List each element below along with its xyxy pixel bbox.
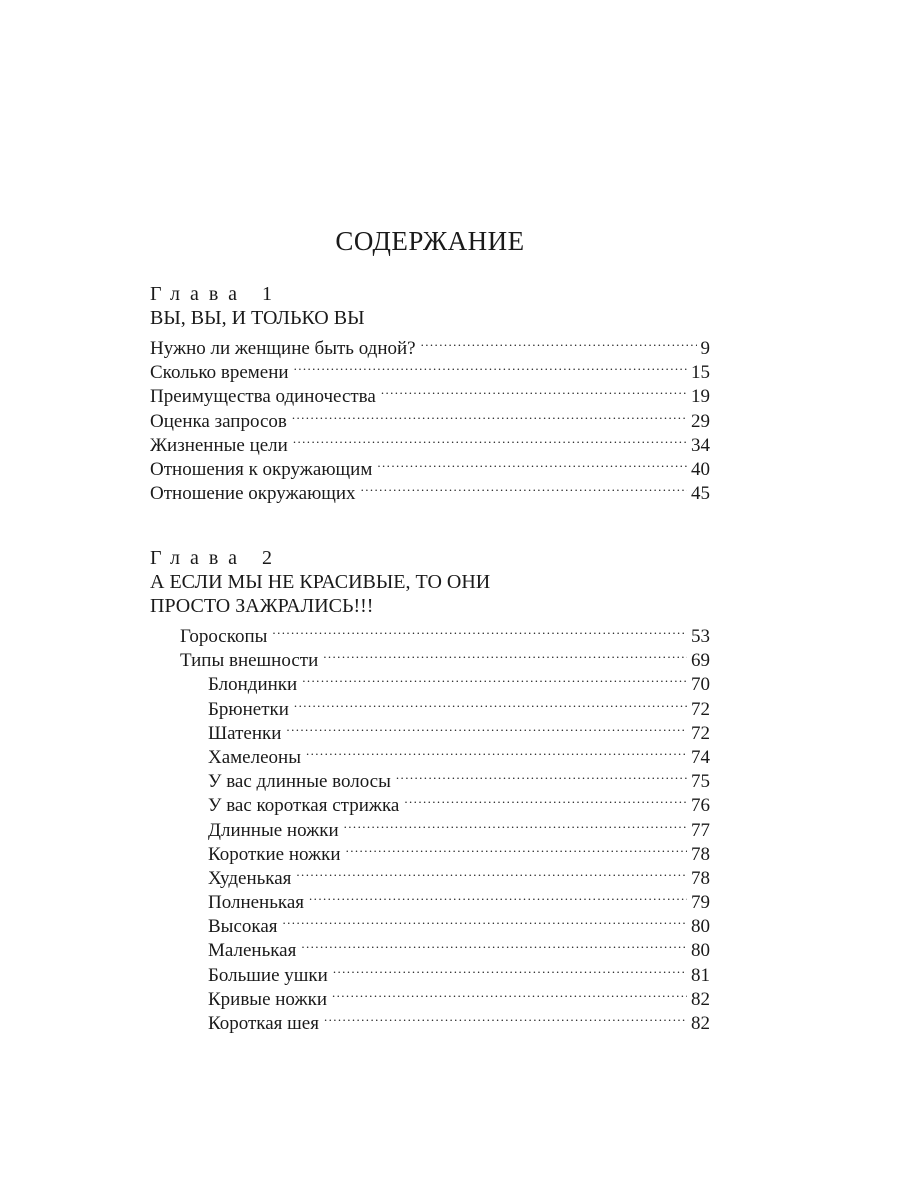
toc-entry-page: 70	[691, 674, 710, 696]
dot-leader	[396, 763, 687, 787]
page-title: СОДЕРЖАНИЕ	[335, 226, 525, 256]
toc-entry-page: 74	[691, 746, 710, 768]
dot-leader	[283, 908, 688, 932]
toc-entry-text: Гороскопы	[180, 626, 268, 647]
toc-entry-page: 40	[691, 458, 710, 480]
chapter-title: А ЕСЛИ МЫ НЕ КРАСИВЫЕ, ТО ОНИ	[150, 571, 491, 593]
toc-entry-page: 78	[691, 867, 710, 889]
toc-entry-page: 45	[691, 483, 710, 505]
toc-entry-text: Отношение окружающих	[150, 483, 356, 505]
dot-leader	[324, 1005, 687, 1029]
chapter-title: ВЫ, ВЫ, И ТОЛЬКО ВЫ	[150, 307, 365, 329]
toc-entry-text: Нужно ли женщине быть одной?	[150, 338, 416, 359]
toc-entry-text: Короткая шея	[208, 1013, 319, 1034]
toc-entry-text: У вас короткая стрижка	[208, 795, 400, 817]
dot-leader	[377, 451, 687, 475]
toc-entry-text: Сколько времени	[150, 362, 289, 384]
toc-entry-list	[150, 330, 710, 505]
toc-entry-page: 80	[691, 916, 710, 938]
toc-entry-page: 15	[691, 362, 710, 384]
dot-leader	[404, 787, 687, 811]
toc-entry-list	[150, 618, 710, 1034]
toc-entry-text: Хамелеоны	[208, 746, 301, 768]
dot-leader	[381, 378, 687, 402]
dot-leader	[302, 666, 687, 690]
toc-entry-text: Типы внешности	[180, 650, 319, 672]
toc-entry[interactable]	[150, 330, 710, 359]
toc-entry-text: Полненькая	[208, 892, 305, 914]
dot-leader	[296, 860, 687, 884]
dot-leader	[333, 957, 687, 981]
dot-leader	[323, 642, 687, 666]
toc-entry-page: 82	[691, 988, 710, 1010]
toc-entry-text: У вас длинные волосы	[208, 771, 391, 793]
toc-entry-page: 75	[691, 771, 710, 793]
toc-entry-page: 9	[700, 338, 710, 359]
toc-entry-text: Преимущества одиночества	[150, 386, 376, 408]
toc-entry-page: 34	[691, 434, 710, 456]
dot-leader	[293, 427, 687, 451]
dot-leader	[332, 981, 687, 1005]
chapter-1	[150, 282, 710, 505]
toc-entry-page: 81	[691, 964, 710, 986]
toc-entry-page: 29	[691, 410, 710, 432]
toc-entry-text: Кривые ножки	[208, 988, 327, 1010]
toc-entry-page: 82	[691, 1013, 710, 1034]
chapter-2	[150, 546, 710, 1034]
dot-leader	[306, 739, 687, 763]
toc-entry-page: 79	[691, 892, 710, 914]
toc-entry-page: 72	[691, 698, 710, 720]
dot-leader	[344, 812, 687, 836]
toc-entry-text: Шатенки	[208, 722, 282, 744]
dot-leader	[294, 354, 687, 378]
toc-entry-page: 77	[691, 819, 710, 841]
chapter-label: Глава 1	[150, 283, 282, 305]
toc-entry-page: 53	[691, 626, 710, 647]
toc-entry-page: 80	[691, 940, 710, 962]
dot-leader	[292, 403, 687, 427]
toc-entry-text: Высокая	[208, 916, 278, 938]
toc-entry-text: Жизненные цели	[150, 434, 288, 456]
toc-entry-text: Длинные ножки	[208, 819, 339, 841]
toc-entry-page: 69	[691, 650, 710, 672]
dot-leader	[294, 691, 687, 715]
dot-leader	[272, 618, 687, 642]
dot-leader	[301, 932, 687, 956]
dot-leader	[286, 715, 687, 739]
toc-entry-text: Маленькая	[208, 940, 297, 962]
toc-entry-text: Блондинки	[208, 674, 298, 696]
dot-leader	[309, 884, 687, 908]
chapter-label: Глава 2	[150, 547, 282, 569]
toc-entry-page: 78	[691, 843, 710, 865]
toc-entry-page: 19	[691, 386, 710, 408]
toc-entry[interactable]	[150, 618, 710, 647]
toc-entry-text: Короткие ножки	[208, 843, 341, 865]
toc-entry-text: Отношения к окружающим	[150, 458, 373, 480]
toc-entry-text: Оценка запросов	[150, 410, 287, 432]
chapter-title-line-2: ПРОСТО ЗАЖРАЛИСЬ!!!	[150, 595, 374, 617]
toc-entry-text: Брюнетки	[208, 698, 289, 720]
dot-leader	[361, 475, 687, 499]
toc-entry-page: 76	[691, 795, 710, 817]
toc-entry-text: Большие ушки	[208, 964, 328, 986]
toc-entry-page: 72	[691, 722, 710, 744]
dot-leader	[346, 836, 687, 860]
toc-entry-text: Худенькая	[208, 867, 292, 889]
dot-leader	[421, 330, 697, 354]
